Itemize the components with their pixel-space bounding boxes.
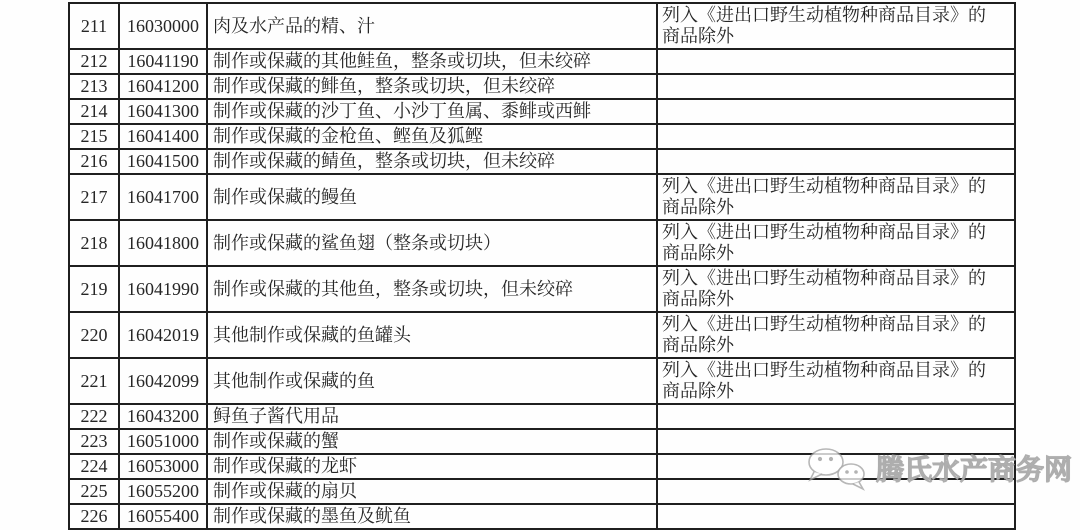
cell-remark	[657, 479, 1015, 504]
remark-text: 列入《进出口野生动植物种商品目录》的商品除外	[662, 176, 986, 217]
cell-remark	[657, 429, 1015, 454]
table-row	[69, 266, 1015, 312]
remark-text: 列入《进出口野生动植物种商品目录》的商品除外	[662, 360, 986, 401]
cell-code: 16055200	[119, 479, 207, 504]
cell-remark	[657, 74, 1015, 99]
cell-desc: 制作或保藏的其他鱼，整条或切块，但未绞碎	[207, 266, 657, 312]
cell-code: 16041190	[119, 49, 207, 74]
table-row	[69, 149, 1015, 174]
table-body	[69, 3, 1015, 529]
cell-code: 16042099	[119, 358, 207, 404]
cell-code: 16041990	[119, 266, 207, 312]
table-row	[69, 479, 1015, 504]
cell-code: 16043200	[119, 404, 207, 429]
cell-seq: 223	[69, 429, 119, 454]
cell-code: 16042019	[119, 312, 207, 358]
cell-remark	[657, 124, 1015, 149]
table-row	[69, 454, 1015, 479]
cell-seq: 216	[69, 149, 119, 174]
table-row	[69, 74, 1015, 99]
cell-seq: 226	[69, 504, 119, 529]
cell-remark	[657, 174, 1015, 220]
cell-remark	[657, 3, 1015, 49]
cell-seq: 225	[69, 479, 119, 504]
table-row	[69, 174, 1015, 220]
commodity-table	[68, 2, 1014, 530]
cell-code: 16051000	[119, 429, 207, 454]
cell-seq: 218	[69, 220, 119, 266]
cell-seq: 212	[69, 49, 119, 74]
cell-remark	[657, 220, 1015, 266]
cell-seq: 215	[69, 124, 119, 149]
table-row	[69, 3, 1015, 49]
cell-code: 16041300	[119, 99, 207, 124]
cell-code: 16041200	[119, 74, 207, 99]
cell-remark	[657, 49, 1015, 74]
cell-desc: 肉及水产品的精、汁	[207, 3, 657, 49]
cell-seq: 220	[69, 312, 119, 358]
cell-code: 16041800	[119, 220, 207, 266]
cell-code: 16041500	[119, 149, 207, 174]
table-row	[69, 358, 1015, 404]
cell-desc: 其他制作或保藏的鱼罐头	[207, 312, 657, 358]
table-row	[69, 124, 1015, 149]
cell-remark	[657, 358, 1015, 404]
cell-seq: 222	[69, 404, 119, 429]
table-row	[69, 404, 1015, 429]
table-row	[69, 220, 1015, 266]
cell-desc: 制作或保藏的其他鲑鱼，整条或切块，但未绞碎	[207, 49, 657, 74]
remark-text: 列入《进出口野生动植物种商品目录》的商品除外	[662, 5, 986, 46]
cell-seq: 224	[69, 454, 119, 479]
cell-seq: 213	[69, 74, 119, 99]
cell-seq: 221	[69, 358, 119, 404]
cell-remark	[657, 504, 1015, 529]
cell-code: 16053000	[119, 454, 207, 479]
watermark-text: 腾氏水产商务网	[876, 455, 1073, 486]
cell-seq: 217	[69, 174, 119, 220]
cell-seq: 211	[69, 3, 119, 49]
cell-remark	[657, 454, 1015, 479]
hs-code-table	[68, 2, 1016, 530]
cell-code: 16030000	[119, 3, 207, 49]
cell-desc: 制作或保藏的扇贝	[207, 479, 657, 504]
remark-text: 列入《进出口野生动植物种商品目录》的商品除外	[662, 222, 986, 263]
cell-desc: 制作或保藏的鳗鱼	[207, 174, 657, 220]
cell-desc: 其他制作或保藏的鱼	[207, 358, 657, 404]
cell-remark	[657, 404, 1015, 429]
cell-desc: 制作或保藏的金枪鱼、鲣鱼及狐鲣	[207, 124, 657, 149]
table-row	[69, 49, 1015, 74]
cell-code: 16041400	[119, 124, 207, 149]
cell-desc: 制作或保藏的鲭鱼，整条或切块，但未绞碎	[207, 149, 657, 174]
cell-desc: 制作或保藏的鲨鱼翅（整条或切块）	[207, 220, 657, 266]
table-row	[69, 504, 1015, 529]
cell-seq: 214	[69, 99, 119, 124]
table-row	[69, 429, 1015, 454]
remark-text: 列入《进出口野生动植物种商品目录》的商品除外	[662, 268, 986, 309]
cell-remark	[657, 149, 1015, 174]
cell-desc: 制作或保藏的墨鱼及鱿鱼	[207, 504, 657, 529]
cell-remark	[657, 312, 1015, 358]
cell-code: 16055400	[119, 504, 207, 529]
cell-remark	[657, 99, 1015, 124]
table-row	[69, 99, 1015, 124]
remark-text: 列入《进出口野生动植物种商品目录》的商品除外	[662, 314, 986, 355]
cell-seq: 219	[69, 266, 119, 312]
cell-desc: 制作或保藏的龙虾	[207, 454, 657, 479]
cell-desc: 鲟鱼子酱代用品	[207, 404, 657, 429]
cell-code: 16041700	[119, 174, 207, 220]
table-row	[69, 312, 1015, 358]
cell-remark	[657, 266, 1015, 312]
cell-desc: 制作或保藏的鲱鱼，整条或切块，但未绞碎	[207, 74, 657, 99]
cell-desc: 制作或保藏的蟹	[207, 429, 657, 454]
cell-desc: 制作或保藏的沙丁鱼、小沙丁鱼属、黍鲱或西鲱	[207, 99, 657, 124]
